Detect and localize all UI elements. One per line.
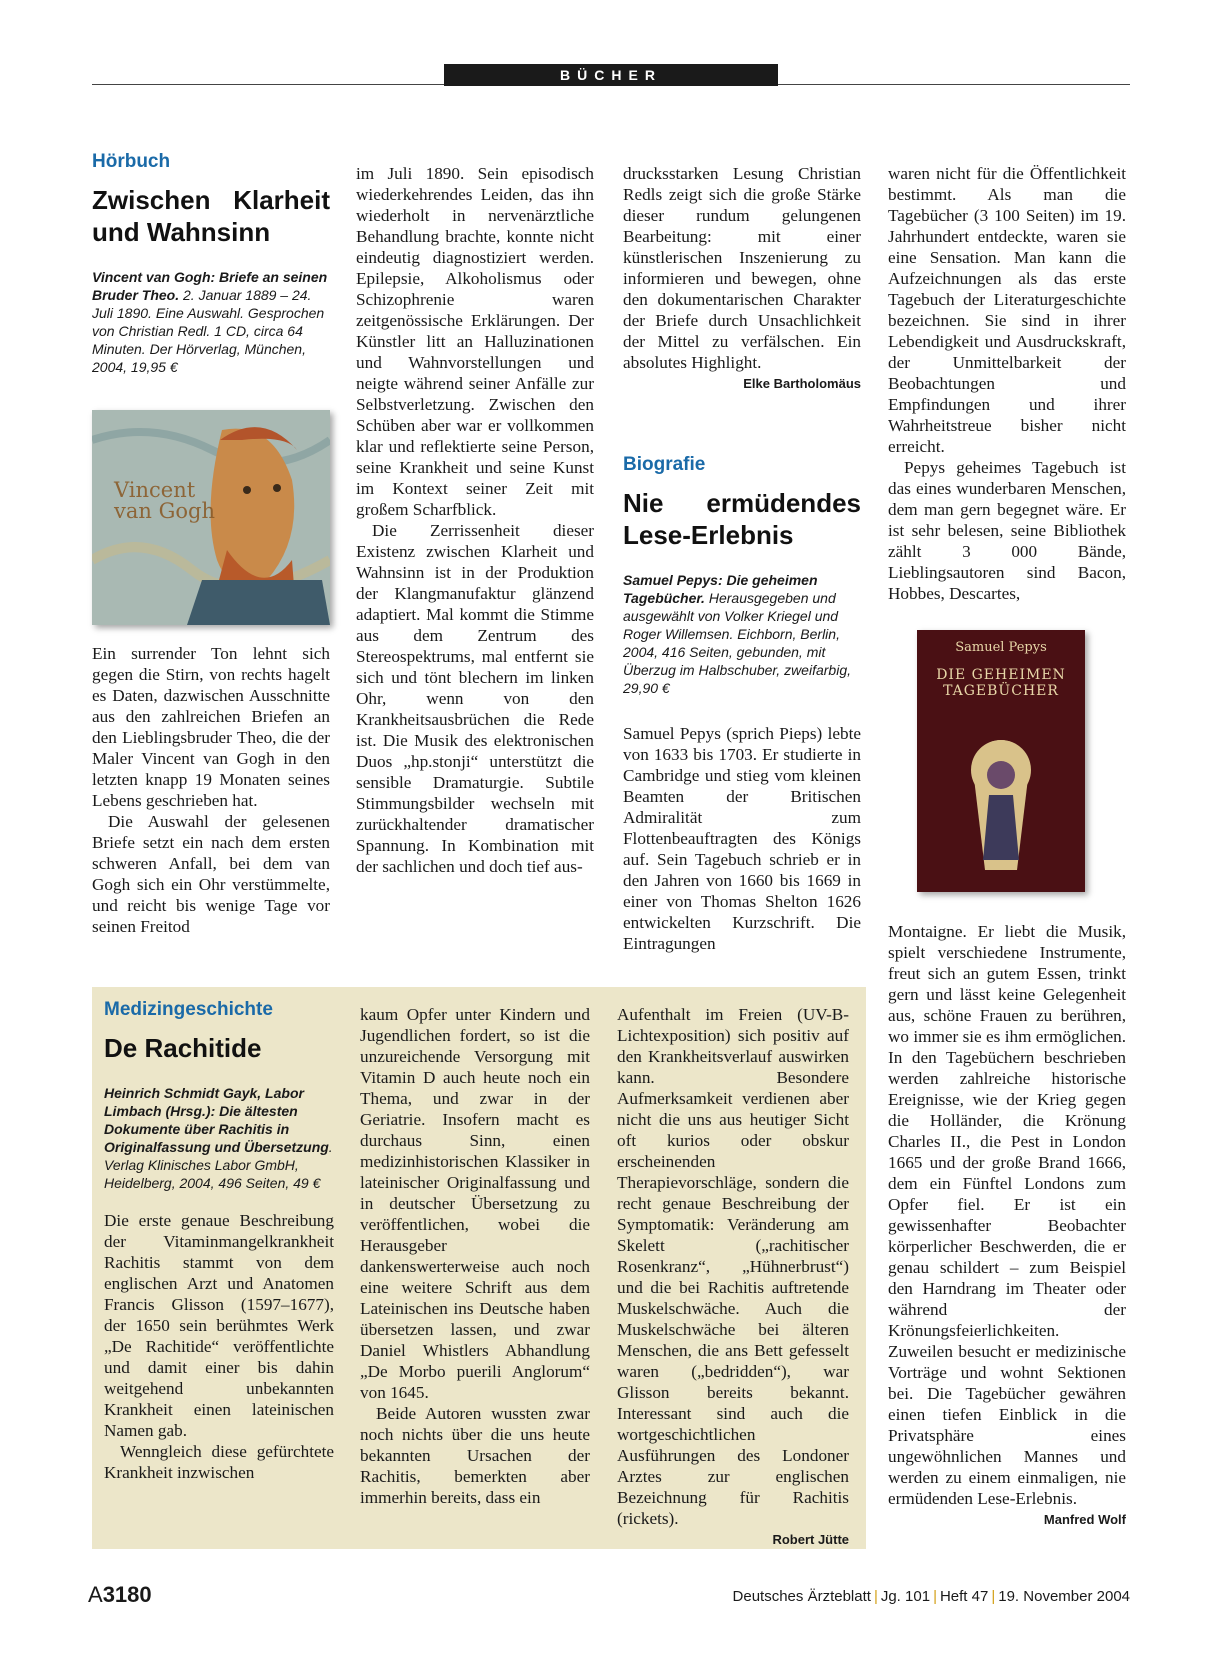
paragraph: Pepys geheimes Tagebuch ist das eines wunderbaren Menschen, dem man gern begegnet wäre. Er ist sehr belesen, seine Bibliothek zählt 3 000 Bände, Lieblingsautoren sind Bacon, Hobbes, Descartes, [888,458,1126,603]
headline-biografie: Nie ermüdendes Lese-Erlebnis [623,488,861,550]
article-horbuch-col3 [623,163,861,394]
article-horbuch-col2 [356,163,594,877]
volume: Jg. 101 [880,1588,931,1605]
article-biografie-col4-bottom [888,921,1126,1530]
paragraph: Samuel Pepys (sprich Pieps) lebte von 1633 bis 1703. Er studierte in Cambridge und stieg vom kleinen Beamten der Britischen Admiralität zum Flottenbeauftragten des Königs auf. Sein Tagebuch schrieb er in den Jahren von 1660 bis 1669 in einer von Thomas Shelton 1626 entwickelten Kurzschrift. Die Eintragungen [623,724,861,953]
paragraph: Die Zerrissenheit dieser Existenz zwischen Klarheit und Wahnsinn ist in der Produktion der Klangmanufaktur glänzend adaptiert. Mal kommt die Stimme aus dem Zentrum des Stereospektrums, mal entfernt sie sich und tönt blechern im linken Ohr, wenn von den Krankheitsausbrüchen die Rede ist. Die Musik des elektronischen Duos „hp.stonji“ unterstützt die sensible Dramaturgie. Subtile Stimmungsbilder wechseln mit zurückhaltender dramatischer Spannung. In Kombination mit der sachlichen und doch tief aus- [356,521,594,876]
article-medizingeschichte-col2 [360,1004,590,1508]
paragraph: drucksstarken Lesung Christian Redls zeigt sich die große Stärke dieser rundum gelungenen Bearbeitung: mit einer künstlerischen Inszenierung zu informieren und bewegen, ohne den dokumentarischen Charakter der Briefe durch Unsachlichkeit der Mittel zu verfälschen. Ein absolutes Highlight. [623,164,861,372]
cover-title-line1: Vincent [114,478,196,502]
headline-medizingeschichte: De Rachitide [104,1033,262,1063]
section-label: BÜCHER [444,64,778,86]
headline-horbuch: Zwischen Klarheit und Wahnsinn [92,185,330,247]
kicker-biografie: Biografie [623,454,706,475]
page-number: A3180 [88,1582,152,1607]
cover-author: Samuel Pepys [955,640,1047,655]
kicker-medizingeschichte: Medizingeschichte [104,999,273,1020]
article-horbuch-head [92,150,330,376]
biblio-biografie: Samuel Pepys: Die geheimen Tagebücher. Herausgegeben und ausgewählt von Volker Kriegel und Roger Willemsen. Eichborn, Berlin, 2004, 416 Seiten, gebunden, mit Überzug im Halbschuber, zweifarbig, 29,90 € [623,572,851,696]
article-biografie-col4-top [888,163,1126,604]
van-gogh-cover-image [92,410,330,625]
paragraph: Beide Autoren wussten zwar noch nichts über die uns heute bekannten Ursachen der Rachitis, bemerkten aber immerhin bereits, dass ein [360,1404,590,1507]
author-byline: Manfred Wolf [1043,1512,1126,1527]
article-medizingeschichte-col3 [617,1004,849,1550]
article-medizingeschichte-col1 [104,998,334,1483]
author-byline: Elke Bartholomäus [743,376,861,391]
paragraph: Aufenthalt im Freien (UV-B-Lichtexposition) sich positiv auf den Krankheitsverlauf auswirken kann. Besondere Aufmerksamkeit verdienen aber nicht die uns aus heutiger Sicht oft kurios oder obskur erscheinenden Therapievorschläge, sondern die recht genaue Beschreibung der Symptomatik: Veränderung am Skelett („rachitischer Rosenkranz“, „Hühnerbrust“) und die bei Rachitis auftretende Muskelschwäche. Auch die Muskelschwäche bei älteren Menschen, die ans Bett gefesselt waren („bedridden“), war Glisson bereits bekannt. Interessant sind auch die wortgeschichtlichen Ausführungen des Londoner Arztes zur englischen Bezeichnung für Rachitis (rickets). [617,1005,849,1528]
kicker-horbuch: Hörbuch [92,151,171,172]
cover-title-line2: TAGEBÜCHER [943,683,1059,699]
paragraph: waren nicht für die Öffentlichkeit bestimmt. Als man die Tagebücher (3 100 Seiten) im 19. Jahrhundert entdeckte, waren sie eine Sensation. Man kann die Aufzeichnungen als das erste Tagebuch der Literaturgeschichte bezeichnen. Sie sind in ihrer Lebendigkeit und Ausdruckskraft, der Unmittelbarkeit der Beobachtungen und Empfindungen und ihrer Wahrheitstreue bisher nicht erreicht. [888,164,1126,456]
issue: Heft 47 [939,1588,989,1605]
date: 19. November 2004 [998,1588,1130,1605]
paragraph: Wenngleich diese gefürchtete Krankheit inzwischen [104,1442,334,1482]
paragraph: Die Auswahl der gelesenen Briefe setzt ein nach dem ersten schweren Anfall, bei dem van Gogh sich ein Ohr verstümmelte, und reicht bis wenige Tage vor seinen Freitod [92,812,330,936]
paragraph: Die erste genaue Beschreibung der Vitaminmangelkrankheit Rachitis stammt von dem englischen Arzt und Anatomen Francis Glisson (1597–1677), der 1650 sein berühmtes Werk „De Rachitide“ veröffentlichte und damit einer bis dahin weitgehend unbekannten Krankheit einen lateinischen Namen gab. [104,1211,334,1440]
paragraph: im Juli 1890. Sein episodisch wiederkehrendes Leiden, das ihn wiederholt in nervenärztliche Behandlung brachte, konnte nicht eindeutig diagnostiziert werden. Epilepsie, Alkoholismus oder Schizophrenie waren zeitgenössische Erklärungen. Der Künstler litt an Halluzinationen und Wahnvorstellungen und neigte während seiner Anfälle zur Selbstverletzung. Zwischen den Schüben aber war er vollkommen klar und reflektierte seine Person, seine Krankheit und seine Kunst im Kontext seiner Zeit mit großem Scharfblick. [356,164,594,519]
article-biografie [623,453,861,954]
paragraph: Ein surrender Ton lehnt sich gegen die Stirn, von rechts hagelt es Daten, dazwischen Ausschnitte aus den zahlreichen Briefen an den Lieblingsbruder Theo, die der Maler Vincent van Gogh in den letzten knapp 19 Monaten seines Lebens geschrieben hat. [92,644,330,810]
paragraph: kaum Opfer unter Kindern und Jugendlichen fordert, so ist die unzureichende Versorgung mit Vitamin D auch heute noch ein Thema, und zwar in der Geriatrie. Insofern macht es durchaus Sinn, einen medizinhistorischen Klassiker in lateinischer Originalfassung und in deutscher Übersetzung zu veröffentlichen, wobei die Herausgeber dankenswerterweise auch noch eine weitere Schrift aus dem Lateinischen ins Deutsche haben übersetzen lassen, und zwar Daniel Whistlers Abhandlung „De Morbo puerili Anglorum“ von 1645. [360,1005,590,1402]
article-horbuch-col1 [92,643,330,937]
cover-title-line2: van Gogh [114,499,215,523]
biblio-medizingeschichte: Heinrich Schmidt Gayk, Labor Limbach (Hrsg.): Die ältesten Dokumente über Rachitis in Originalfassung und Übersetzung. Verlag Klinisches Labor GmbH, Heidelberg, 2004, 496 Seiten, 49 € [104,1085,333,1191]
journal-name: Deutsches Ärzteblatt [732,1588,871,1605]
biblio-horbuch: Vincent van Gogh: Briefe an seinen Bruder Theo. 2. Januar 1889 – 24. Juli 1890. Eine Auswahl. Gesprochen von Christian Redl. 1 CD, circa 64 Minuten. Der Hörverlag, München, 2004, 19,95 € [92,269,328,375]
pepys-cover-image [917,630,1085,892]
author-byline: Robert Jütte [772,1532,849,1547]
paragraph: Montaigne. Er liebt die Musik, spielt verschiedene Instrumente, freut sich an gutem Essen, trinkt gern und lässt keine Gelegenheit aus, schöne Frauen zu berühren, wo immer sie es ihm ermöglichen. In den Tagebüchern beschrieben werden zahlreiche historische Ereignisse, wie der Krieg gegen die Holländer, die Krönung Charles II., die Pest in London 1665 und der große Brand 1666, dem ein Fünftel Londons zum Opfer fiel. Er ist ein gewissenhafter Beobachter körperlicher Beschwerden, die er genau schildert – zum Beispiel den Harndrang im Theater oder während der Krönungsfeierlichkeiten. Zuweilen besucht er medizinische Vorträge und wohnt Sektionen bei. Die Tagebücher gewähren einen tiefen Einblick in die Privatsphäre eines ungewöhnlichen Mannes und werden zu einem einmaligen, nie ermüdenden Lese-Erlebnis. [888,922,1126,1508]
cover-title-line1: DIE GEHEIMEN [936,667,1066,683]
journal-info: Deutsches Ärzteblatt | Jg. 101 | Heft 47 | 19. November 2004 [732,1588,1130,1605]
